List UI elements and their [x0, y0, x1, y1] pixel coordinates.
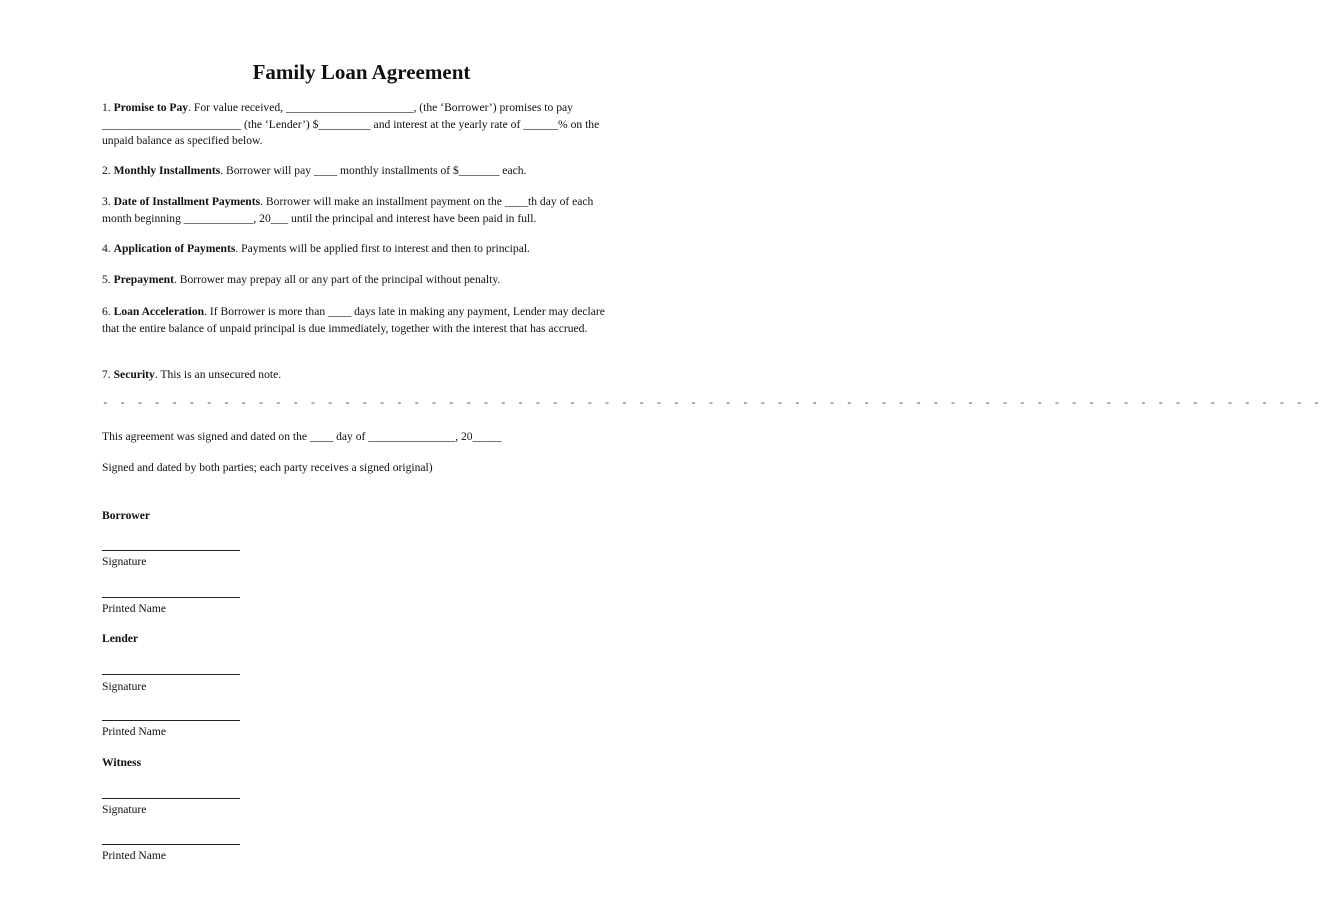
clause-date-of-installment-payments	[102, 194, 622, 227]
signature-line	[102, 550, 240, 551]
signature-label: Signature	[102, 803, 147, 816]
clause-number: 4.	[102, 242, 111, 255]
clause-text: . For value received, ______________________, (the ‘Borrower’) promises to pay ________________________ (the ‘Lender’) $_________ and interest at the yearly rate of ______% on the unpaid balance as specified below.	[102, 101, 600, 147]
clause-heading: Monthly Installments	[113, 164, 221, 177]
clause-text: . Payments will be applied first to interest and then to principal.	[235, 242, 530, 255]
printed-name-label: Printed Name	[102, 602, 167, 615]
party-heading-lender: Lender	[102, 632, 139, 645]
clause-promise-to-pay	[102, 100, 622, 150]
signed-note: Signed and dated by both parties; each party receives a signed original)	[102, 461, 433, 474]
printed-name-label: Printed Name	[102, 725, 167, 738]
clause-text: . If Borrower is more than ____ days late in making any payment, Lender may declare that the entire balance of unpaid principal is due immediately, together with the interest that has accrued.	[102, 305, 605, 335]
printed-name-label: Printed Name	[102, 849, 167, 862]
clause-heading: Loan Acceleration	[113, 305, 205, 318]
printed-name-line	[102, 720, 240, 721]
clause-heading: Application of Payments	[113, 242, 236, 255]
signed-dated-line: This agreement was signed and dated on the ____ day of _______________, 20_____	[102, 430, 502, 443]
clause-number: 3.	[102, 195, 111, 208]
clause-heading: Promise to Pay	[113, 101, 189, 114]
clause-heading: Prepayment	[113, 273, 174, 286]
clause-number: 1.	[102, 101, 111, 114]
signature-line	[102, 798, 240, 799]
clause-text: . Borrower may prepay all or any part of the principal without penalty.	[173, 273, 501, 286]
clause-text: . Borrower will pay ____ monthly installments of $_______ each.	[220, 164, 527, 177]
signature-label: Signature	[102, 555, 147, 568]
clause-application-of-payments	[102, 241, 622, 258]
printed-name-line	[102, 597, 240, 598]
dashed-separator: - - - - - - - - - - - - - - - - - - - - - - - - - - - - - - - - - - - - - - - - - - - - - - - - - - - - - - - - - - - - - - - - - - - - - - -	[102, 398, 1322, 410]
signature-label: Signature	[102, 680, 147, 693]
party-heading-borrower: Borrower	[102, 509, 151, 522]
clause-text: . This is an unsecured note.	[154, 368, 282, 381]
party-heading-witness: Witness	[102, 756, 142, 769]
clause-number: 2.	[102, 164, 111, 177]
printed-name-line	[102, 844, 240, 845]
clause-security	[102, 367, 622, 384]
clause-monthly-installments	[102, 163, 622, 180]
document-title: Family Loan Agreement	[252, 60, 471, 84]
clause-heading: Date of Installment Payments	[113, 195, 261, 208]
clause-heading: Security	[113, 368, 155, 381]
clause-prepayment	[102, 272, 622, 289]
clause-loan-acceleration	[102, 304, 622, 337]
clause-number: 7.	[102, 368, 111, 381]
clause-number: 6.	[102, 305, 111, 318]
clause-text: . Borrower will make an installment payment on the ____th day of each month beginning ____________, 20___ until the principal and interest have been paid in full.	[102, 195, 594, 225]
signature-line	[102, 674, 240, 675]
clause-number: 5.	[102, 273, 111, 286]
